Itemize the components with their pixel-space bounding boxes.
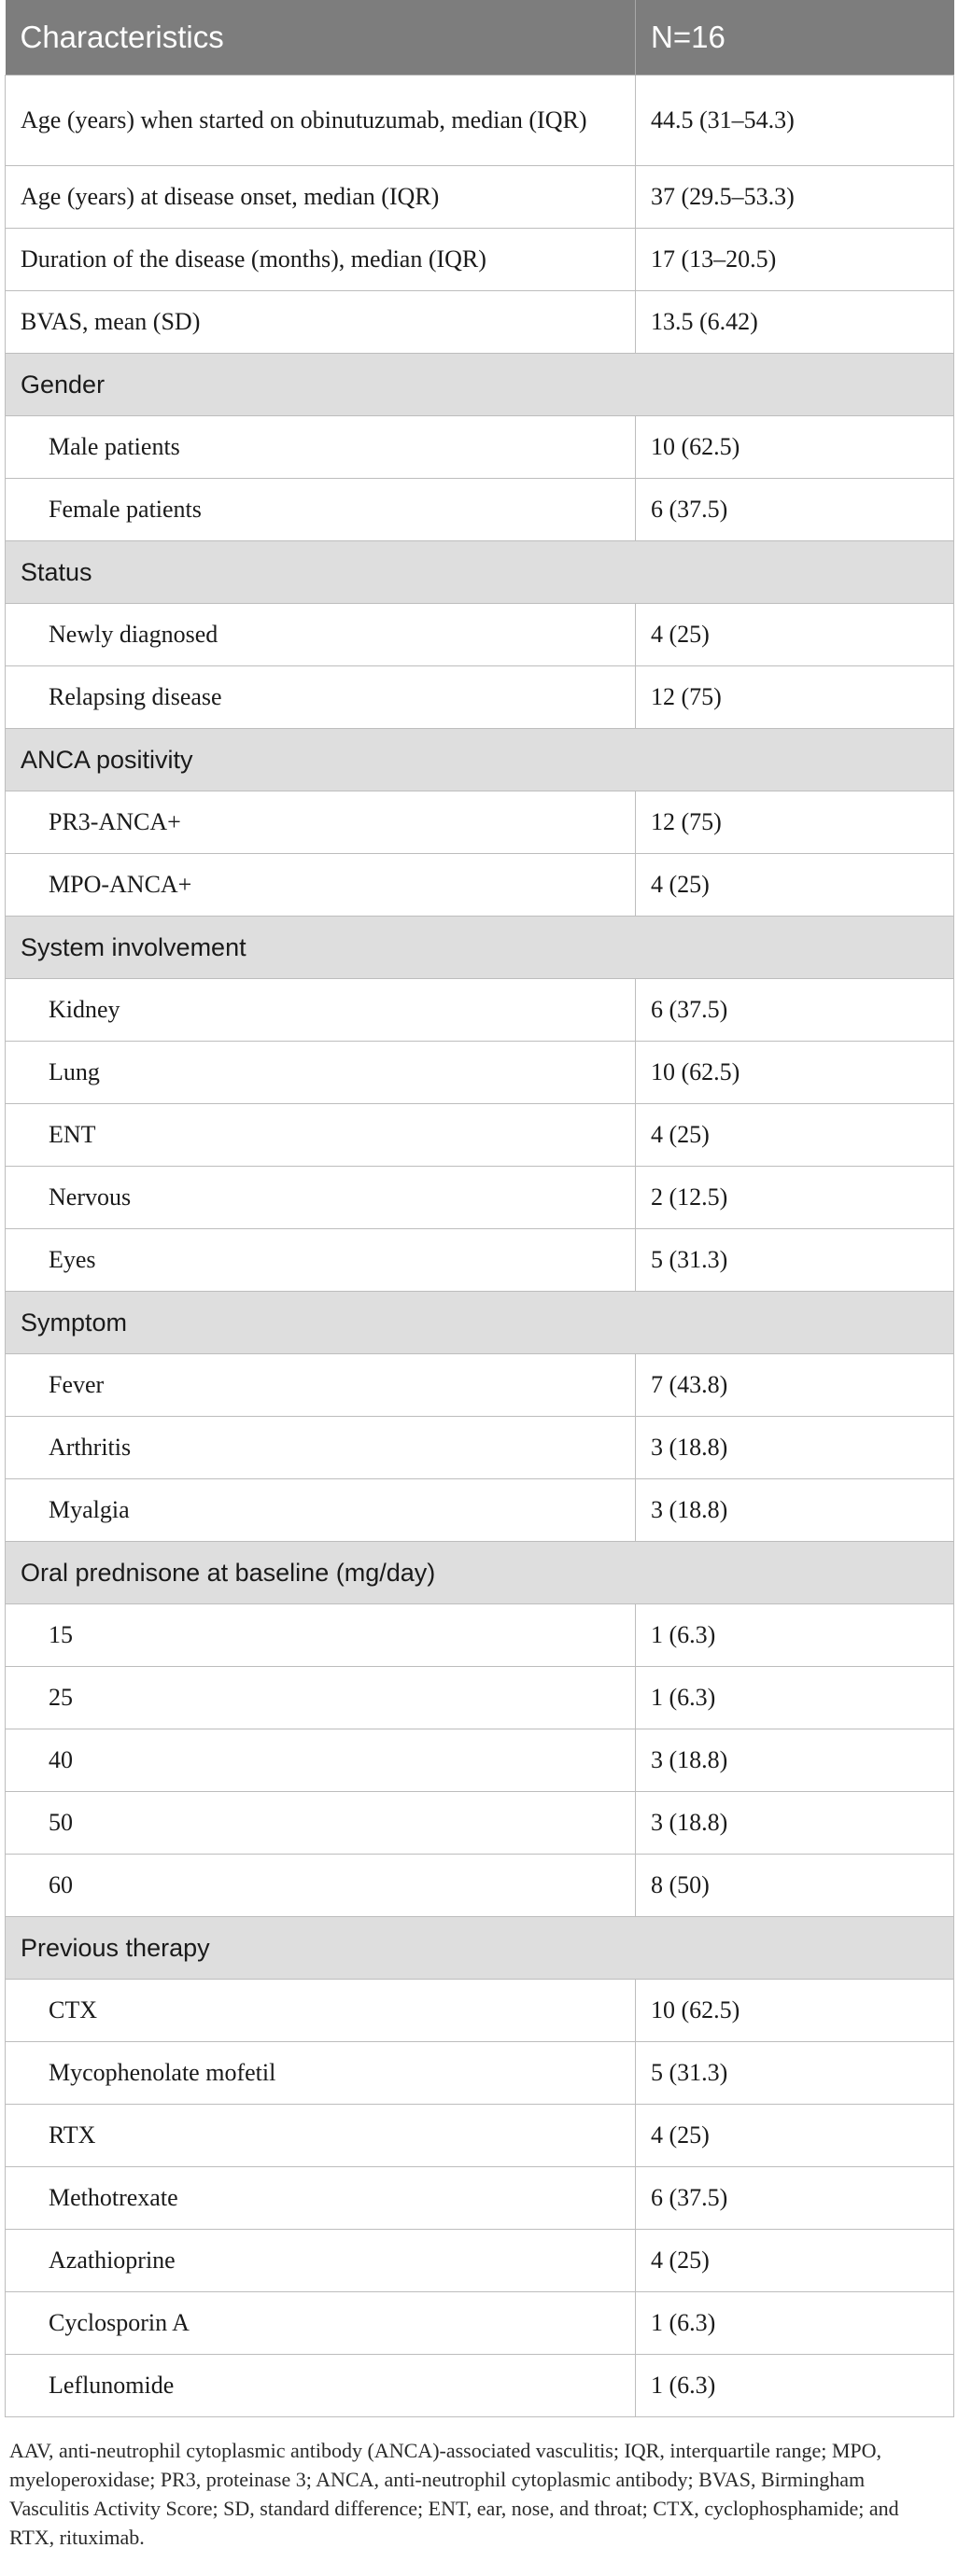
row-value: 10 (62.5) bbox=[636, 1042, 954, 1104]
row-value: 5 (31.3) bbox=[636, 1229, 954, 1292]
table-row bbox=[6, 1980, 954, 2042]
row-value: 4 (25) bbox=[636, 2230, 954, 2292]
table-row bbox=[6, 479, 954, 541]
section-title: Gender bbox=[6, 354, 954, 416]
table-row bbox=[6, 1667, 954, 1729]
row-value: 4 (25) bbox=[636, 604, 954, 666]
row-label: Age (years) at disease onset, median (IQR) bbox=[6, 166, 636, 229]
row-label: Duration of the disease (months), median (IQR) bbox=[6, 229, 636, 291]
row-value: 17 (13–20.5) bbox=[636, 229, 954, 291]
row-label: Relapsing disease bbox=[6, 666, 636, 729]
row-label: Lung bbox=[6, 1042, 636, 1104]
section-row bbox=[6, 1542, 954, 1604]
table-row bbox=[6, 76, 954, 166]
row-value: 6 (37.5) bbox=[636, 2167, 954, 2230]
row-label: Male patients bbox=[6, 416, 636, 479]
row-value: 3 (18.8) bbox=[636, 1792, 954, 1855]
section-row bbox=[6, 729, 954, 791]
table-row bbox=[6, 1604, 954, 1667]
row-label: CTX bbox=[6, 1980, 636, 2042]
row-label: Myalgia bbox=[6, 1479, 636, 1542]
table-row bbox=[6, 229, 954, 291]
row-value: 3 (18.8) bbox=[636, 1729, 954, 1792]
row-value: 37 (29.5–53.3) bbox=[636, 166, 954, 229]
row-label: Age (years) when started on obinutuzumab, median (IQR) bbox=[6, 76, 636, 166]
row-value: 6 (37.5) bbox=[636, 479, 954, 541]
row-label: Leflunomide bbox=[6, 2355, 636, 2417]
row-label: ENT bbox=[6, 1104, 636, 1167]
row-label: 15 bbox=[6, 1604, 636, 1667]
header-n: N=16 bbox=[636, 0, 954, 76]
table-row bbox=[6, 1229, 954, 1292]
row-label: 50 bbox=[6, 1792, 636, 1855]
row-label: Methotrexate bbox=[6, 2167, 636, 2230]
row-label: 25 bbox=[6, 1667, 636, 1729]
row-value: 4 (25) bbox=[636, 1104, 954, 1167]
table-row bbox=[6, 416, 954, 479]
header-characteristics: Characteristics bbox=[6, 0, 636, 76]
table-row bbox=[6, 2292, 954, 2355]
row-label: RTX bbox=[6, 2105, 636, 2167]
characteristics-table bbox=[5, 0, 954, 2417]
row-value: 3 (18.8) bbox=[636, 1417, 954, 1479]
row-value: 12 (75) bbox=[636, 791, 954, 854]
table-row bbox=[6, 791, 954, 854]
section-title: Oral prednisone at baseline (mg/day) bbox=[6, 1542, 954, 1604]
row-value: 10 (62.5) bbox=[636, 1980, 954, 2042]
table-header bbox=[6, 0, 954, 76]
table-row bbox=[6, 1855, 954, 1917]
table-row bbox=[6, 979, 954, 1042]
table-row bbox=[6, 1167, 954, 1229]
row-label: PR3-ANCA+ bbox=[6, 791, 636, 854]
row-label: 60 bbox=[6, 1855, 636, 1917]
table-body bbox=[6, 76, 954, 2417]
row-value: 6 (37.5) bbox=[636, 979, 954, 1042]
table-row bbox=[6, 854, 954, 917]
row-value: 5 (31.3) bbox=[636, 2042, 954, 2105]
header-row bbox=[6, 0, 954, 76]
row-value: 4 (25) bbox=[636, 2105, 954, 2167]
section-title: System involvement bbox=[6, 917, 954, 979]
row-label: 40 bbox=[6, 1729, 636, 1792]
row-value: 44.5 (31–54.3) bbox=[636, 76, 954, 166]
table-row bbox=[6, 1729, 954, 1792]
row-value: 1 (6.3) bbox=[636, 1667, 954, 1729]
section-row bbox=[6, 354, 954, 416]
row-value: 1 (6.3) bbox=[636, 2292, 954, 2355]
row-label: Cyclosporin A bbox=[6, 2292, 636, 2355]
row-value: 2 (12.5) bbox=[636, 1167, 954, 1229]
table-row bbox=[6, 604, 954, 666]
table-row bbox=[6, 2355, 954, 2417]
table-row bbox=[6, 1417, 954, 1479]
table-row bbox=[6, 1479, 954, 1542]
row-value: 8 (50) bbox=[636, 1855, 954, 1917]
row-value: 1 (6.3) bbox=[636, 2355, 954, 2417]
row-label: Kidney bbox=[6, 979, 636, 1042]
table-row bbox=[6, 2167, 954, 2230]
table-row bbox=[6, 2230, 954, 2292]
table-row bbox=[6, 2042, 954, 2105]
row-label: Female patients bbox=[6, 479, 636, 541]
section-title: Status bbox=[6, 541, 954, 604]
row-value: 4 (25) bbox=[636, 854, 954, 917]
row-label: Eyes bbox=[6, 1229, 636, 1292]
table-row bbox=[6, 1792, 954, 1855]
section-title: ANCA positivity bbox=[6, 729, 954, 791]
table-row bbox=[6, 1104, 954, 1167]
table-row bbox=[6, 291, 954, 354]
table-footnote: AAV, anti-neutrophil cytoplasmic antibody (ANCA)-associated vasculitis; IQR, interquartile range; MPO, myeloperoxidase; PR3, proteinase 3; ANCA, anti-neutrophil cytoplasmic antibody; BVAS, Birmingham Vasculitis Activity Score; SD, standard difference; ENT, ear, nose, and throat; CTX, cyclophosphamide; and RTX, rituximab. bbox=[9, 2439, 899, 2549]
table-row bbox=[6, 666, 954, 729]
table-row bbox=[6, 2105, 954, 2167]
row-value: 12 (75) bbox=[636, 666, 954, 729]
row-label: Arthritis bbox=[6, 1417, 636, 1479]
row-label: MPO-ANCA+ bbox=[6, 854, 636, 917]
section-row bbox=[6, 1917, 954, 1980]
table-row bbox=[6, 1042, 954, 1104]
row-label: Fever bbox=[6, 1354, 636, 1417]
row-label: Newly diagnosed bbox=[6, 604, 636, 666]
row-value: 10 (62.5) bbox=[636, 416, 954, 479]
section-title: Symptom bbox=[6, 1292, 954, 1354]
section-row bbox=[6, 917, 954, 979]
row-value: 7 (43.8) bbox=[636, 1354, 954, 1417]
row-label: Mycophenolate mofetil bbox=[6, 2042, 636, 2105]
table-row bbox=[6, 1354, 954, 1417]
row-value: 13.5 (6.42) bbox=[636, 291, 954, 354]
row-value: 1 (6.3) bbox=[636, 1604, 954, 1667]
section-row bbox=[6, 541, 954, 604]
row-value: 3 (18.8) bbox=[636, 1479, 954, 1542]
row-label: Azathioprine bbox=[6, 2230, 636, 2292]
table-row bbox=[6, 166, 954, 229]
row-label: Nervous bbox=[6, 1167, 636, 1229]
section-row bbox=[6, 1292, 954, 1354]
section-title: Previous therapy bbox=[6, 1917, 954, 1980]
row-label: BVAS, mean (SD) bbox=[6, 291, 636, 354]
